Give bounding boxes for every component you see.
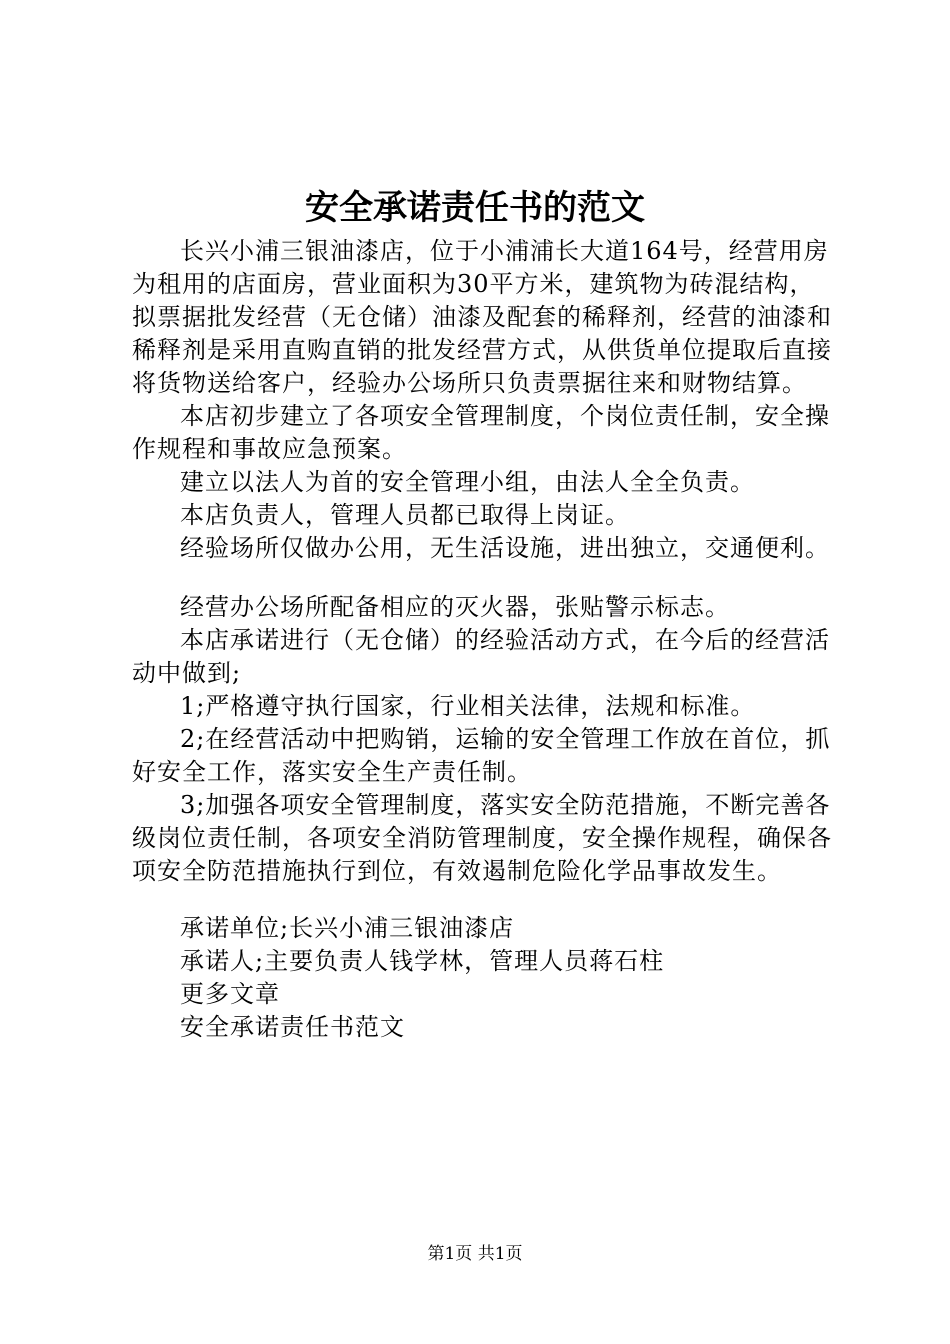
spacer [132, 888, 832, 912]
paragraph-commitment: 本店承诺进行（无仓储）的经验活动方式，在今后的经营活动中做到; [132, 626, 830, 687]
paragraph-office-use: 经验场所仅做办公用，无生活设施，进出独立，交通便利。 [180, 534, 830, 562]
paragraph-safety-group: 建立以法人为首的安全管理小组，由法人全全负责。 [180, 468, 755, 496]
signature-person: 承诺人;主要负责人钱学林，管理人员蒋石柱 [180, 947, 665, 975]
related-article-link[interactable]: 安全承诺责任书范文 [180, 1013, 405, 1041]
paragraph-extinguisher: 经营办公场所配备相应的灭火器，张贴警示标志。 [180, 593, 730, 621]
paragraph-intro: 长兴小浦三银油漆店，位于小浦浦长大道164号，经营用房为租用的店面房，营业面积为30平方米，建筑物为砖混结构，拟票据批发经营（无仓储）油漆及配套的稀释剂，经营的油漆和稀释剂是采用直购直销的批发经营方式，从供货单位提取后直接将货物送给客户，经验办公场所只负责票据往来和财物结算。 [132, 237, 832, 397]
commitment-item-1: 1;严格遵守执行国家，行业相关法律，法规和标准。 [180, 692, 756, 720]
commitment-item-2: 2;在经营活动中把购销，运输的安全管理工作放在首位，抓好安全工作，落实安全生产责任制。 [132, 725, 831, 786]
spacer [132, 565, 832, 591]
commitment-item-3: 3;加强各项安全管理制度，落实安全防范措施，不断完善各级岗位责任制，各项安全消防管理制度，安全操作规程，确保各项安全防范措施执行到位，有效遏制危险化学品事故发生。 [132, 791, 832, 885]
document-title: 安全承诺责任书的范文 [305, 188, 645, 228]
document-body [132, 235, 832, 1044]
more-articles-label: 更多文章 [180, 980, 280, 1008]
signature-unit: 承诺单位;长兴小浦三银油漆店 [180, 914, 515, 942]
paragraph-certificates: 本店负责人，管理人员都已取得上岗证。 [180, 501, 630, 529]
paragraph-safety-system: 本店初步建立了各项安全管理制度，个岗位责任制，安全操作规程和事故应急预案。 [132, 402, 830, 463]
page-footer: 第1页 共1页 [427, 1244, 523, 1264]
